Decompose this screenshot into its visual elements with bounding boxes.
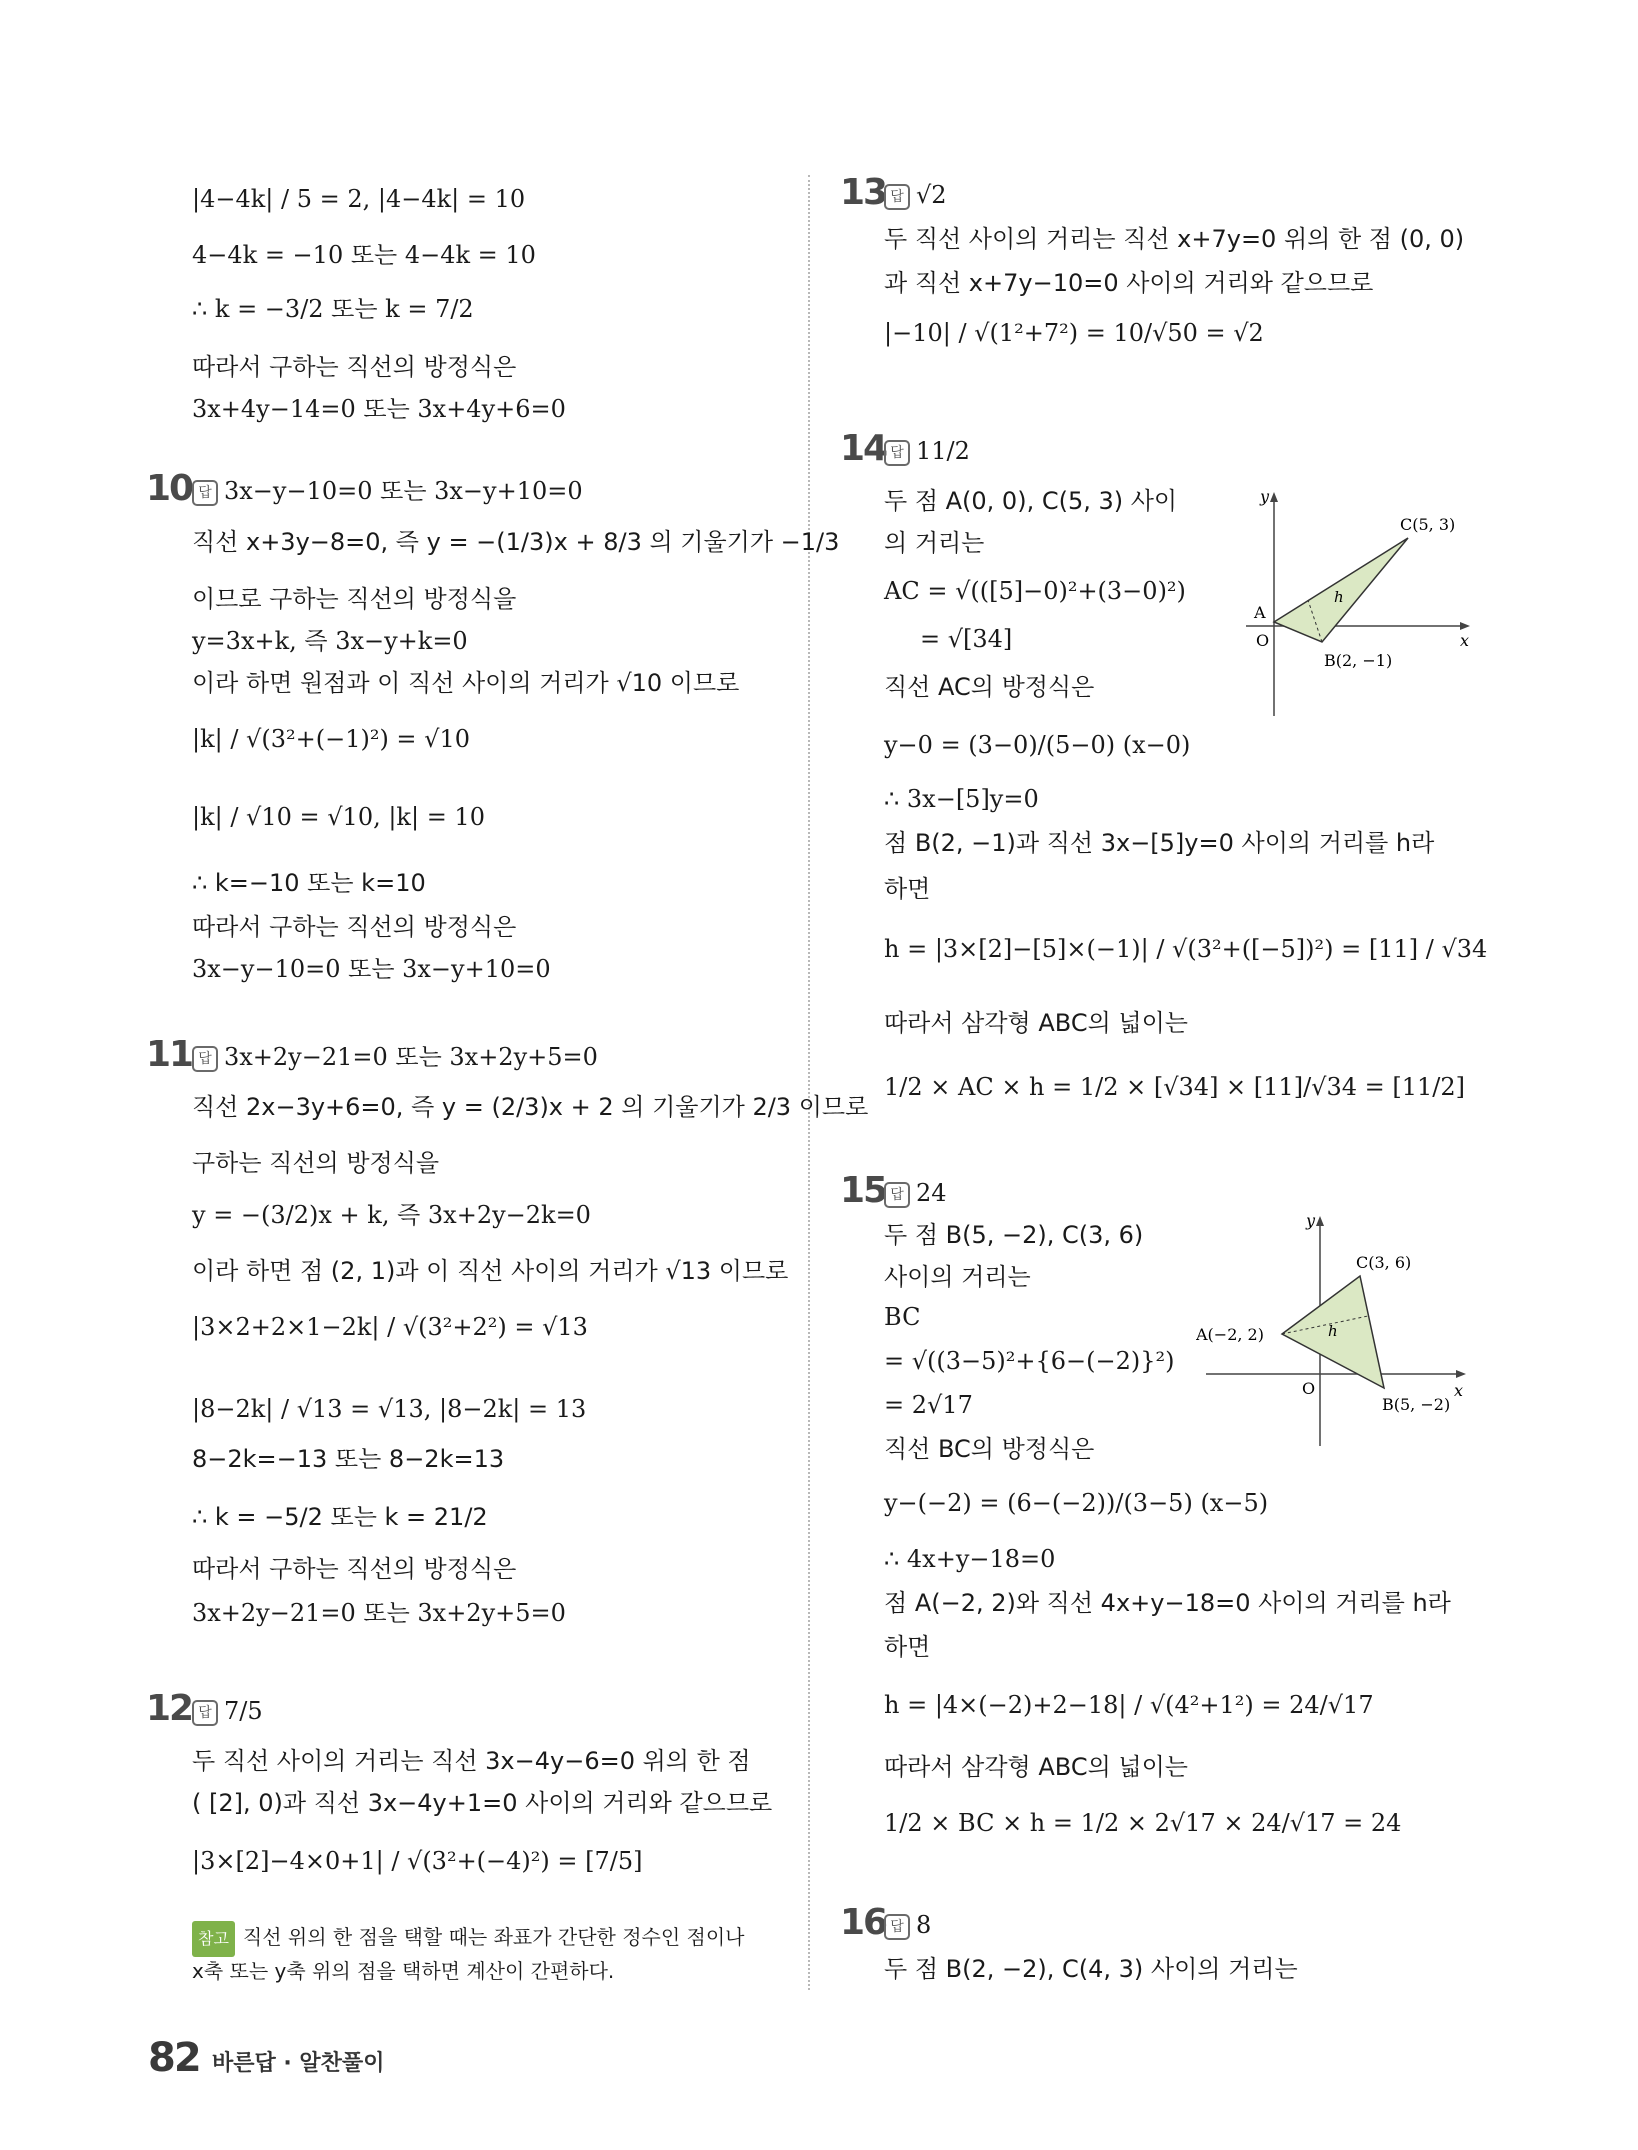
solution-line: 이라 하면 점 (2, 1)과 이 직선 사이의 거리가 √13 이므로 xyxy=(192,1257,789,1285)
solution-line: 따라서 구하는 직선의 방정식은 xyxy=(192,353,517,381)
solution-line: 3x−y−10=0 또는 3x−y+10=0 xyxy=(192,955,551,983)
problem-number: 12 xyxy=(146,1688,193,1729)
solution-line: 이라 하면 원점과 이 직선 사이의 거리가 √10 이므로 xyxy=(192,669,740,697)
answer-line xyxy=(192,1694,263,1728)
solution-line: 따라서 삼각형 ABC의 넓이는 xyxy=(884,1009,1188,1037)
h-label: h xyxy=(1328,1322,1338,1340)
solution-line: 구하는 직선의 방정식을 xyxy=(192,1149,440,1177)
solution-line: |−10| / √(1²+7²) = 10/√50 = √2 xyxy=(884,319,1264,347)
solution-line: 따라서 삼각형 ABC의 넓이는 xyxy=(884,1753,1188,1781)
solution-line: |8−2k| / √13 = √13, |8−2k| = 13 xyxy=(192,1395,587,1423)
answer-text: 24 xyxy=(916,1179,947,1207)
problem-number: 14 xyxy=(840,428,887,469)
solution-line: = 2√17 xyxy=(884,1391,973,1419)
answer-icon: 답 xyxy=(884,184,910,210)
note-line xyxy=(192,1920,745,1957)
solution-line: 두 점 B(2, −2), C(4, 3) 사이의 거리는 xyxy=(884,1955,1298,1983)
problem-number: 13 xyxy=(840,172,887,213)
solution-line: |4−4k| / 5 = 2, |4−4k| = 10 xyxy=(192,185,526,213)
solution-line: |k| / √10 = √10, |k| = 10 xyxy=(192,803,485,831)
solution-line: ∴ 3x−[5]y=0 xyxy=(884,785,1039,813)
y-axis-arrow xyxy=(1270,492,1278,502)
solution-line: 직선 2x−3y+6=0, 즉 y = (2/3)x + 2 의 기울기가 2/3 이므로 xyxy=(192,1093,869,1121)
solution-line: 4−4k = −10 또는 4−4k = 10 xyxy=(192,241,536,269)
solution-line: 두 직선 사이의 거리는 직선 3x−4y−6=0 위의 한 점 xyxy=(192,1747,751,1775)
answer-text: 8 xyxy=(916,1911,932,1939)
solution-line: ∴ k = −5/2 또는 k = 21/2 xyxy=(192,1503,488,1531)
solution-line: 따라서 구하는 직선의 방정식은 xyxy=(192,1555,517,1583)
solution-line: 이므로 구하는 직선의 방정식을 xyxy=(192,585,517,613)
solution-line: BC xyxy=(884,1303,921,1331)
problem-number: 11 xyxy=(146,1034,193,1075)
answer-text: 3x−y−10=0 또는 3x−y+10=0 xyxy=(224,477,583,505)
answer-line xyxy=(884,1908,931,1942)
solution-line: 3x+2y−21=0 또는 3x+2y+5=0 xyxy=(192,1599,566,1627)
solution-line: ∴ k = −3/2 또는 k = 7/2 xyxy=(192,295,474,323)
answer-text: 7/5 xyxy=(224,1697,263,1725)
note-line: x축 또는 y축 위의 점을 택하면 계산이 간편하다. xyxy=(192,1959,615,1983)
solution-line: y−0 = (3−0)/(5−0) (x−0) xyxy=(884,731,1191,759)
y-axis-arrow xyxy=(1316,1216,1324,1226)
solution-line: 1/2 × BC × h = 1/2 × 2√17 × 24/√17 = 24 xyxy=(884,1809,1402,1837)
solution-line: 3x+4y−14=0 또는 3x+4y+6=0 xyxy=(192,395,566,423)
solution-line: |3×[2]−4×0+1| / √(3²+(−4)²) = [7/5] xyxy=(192,1847,643,1875)
solution-line: 점 B(2, −1)과 직선 3x−[5]y=0 사이의 거리를 h라 xyxy=(884,829,1435,857)
solution-line: AC = √(([5]−0)²+(3−0)²) xyxy=(884,577,1186,605)
solution-line: 1/2 × AC × h = 1/2 × [√34] × [11]/√34 = [11/2] xyxy=(884,1073,1465,1101)
solution-line: y−(−2) = (6−(−2))/(3−5) (x−5) xyxy=(884,1489,1269,1517)
answer-line xyxy=(884,434,970,468)
solution-line: = √[34] xyxy=(920,625,1013,653)
solution-line: 8−2k=−13 또는 8−2k=13 xyxy=(192,1445,505,1473)
answer-line xyxy=(192,1040,598,1074)
solution-line: 점 A(−2, 2)와 직선 4x+y−18=0 사이의 거리를 h라 xyxy=(884,1589,1451,1617)
solution-line: |k| / √(3²+(−1)²) = √10 xyxy=(192,725,471,753)
problem-number: 15 xyxy=(840,1170,887,1211)
answer-icon: 답 xyxy=(192,1700,218,1726)
answer-text: 11/2 xyxy=(916,437,970,465)
problem-number: 16 xyxy=(840,1902,887,1943)
triangle-figure-14 xyxy=(1238,488,1478,720)
answer-icon: 답 xyxy=(884,440,910,466)
x-axis-arrow xyxy=(1460,622,1470,630)
x-label: x xyxy=(1460,631,1470,650)
point-a-label: A xyxy=(1254,603,1266,622)
solution-line: 두 점 A(0, 0), C(5, 3) 사이 xyxy=(884,487,1178,515)
point-c-label: C(3, 6) xyxy=(1356,1253,1412,1272)
solution-line: 두 직선 사이의 거리는 직선 x+7y=0 위의 한 점 (0, 0) xyxy=(884,225,1465,253)
solution-line: h = |4×(−2)+2−18| / √(4²+1²) = 24/√17 xyxy=(884,1691,1374,1719)
point-b-label: B(5, −2) xyxy=(1382,1395,1451,1414)
column-divider xyxy=(808,175,810,1990)
page-title: 바른답 · 알찬풀이 xyxy=(212,2051,385,2076)
solution-line: 하면 xyxy=(884,875,931,903)
point-b-label: B(2, −1) xyxy=(1324,651,1393,670)
origin-label: O xyxy=(1256,631,1270,650)
solution-line: y=3x+k, 즉 3x−y+k=0 xyxy=(192,627,468,655)
page-number: 82 xyxy=(148,2035,200,2081)
solution-line: 과 직선 x+7y−10=0 사이의 거리와 같으므로 xyxy=(884,269,1374,297)
solution-line: 두 점 B(5, −2), C(3, 6) xyxy=(884,1221,1144,1249)
solution-line: |3×2+2×1−2k| / √(3²+2²) = √13 xyxy=(192,1313,588,1341)
solution-line: 직선 AC의 방정식은 xyxy=(884,673,1095,701)
y-label: y xyxy=(1260,488,1270,506)
answer-text: √2 xyxy=(916,181,947,209)
answer-icon: 답 xyxy=(192,1046,218,1072)
answer-text: 3x+2y−21=0 또는 3x+2y+5=0 xyxy=(224,1043,598,1071)
solution-line: ∴ 4x+y−18=0 xyxy=(884,1545,1056,1573)
answer-icon: 답 xyxy=(884,1914,910,1940)
solution-line: 의 거리는 xyxy=(884,529,985,557)
solution-line: 직선 x+3y−8=0, 즉 y = −(1/3)x + 8/3 의 기울기가 −1/3 xyxy=(192,528,840,556)
answer-line xyxy=(884,1176,947,1210)
origin-label: O xyxy=(1302,1379,1316,1398)
solution-line: 하면 xyxy=(884,1633,931,1661)
point-a-label: A(−2, 2) xyxy=(1196,1325,1264,1344)
solution-line: 따라서 구하는 직선의 방정식은 xyxy=(192,913,517,941)
triangle-figure-15 xyxy=(1196,1210,1478,1450)
y-label: y xyxy=(1306,1211,1316,1230)
x-axis-arrow xyxy=(1456,1370,1466,1378)
answer-line xyxy=(192,474,583,508)
solution-line: = √((3−5)²+{6−(−2)}²) xyxy=(884,1347,1175,1375)
problem-number: 10 xyxy=(146,468,193,509)
answer-icon: 답 xyxy=(192,480,218,506)
answer-line xyxy=(884,178,947,212)
x-label: x xyxy=(1454,1381,1464,1400)
note-badge: 참고 xyxy=(192,1921,235,1957)
answer-icon: 답 xyxy=(884,1182,910,1208)
h-label: h xyxy=(1334,588,1344,606)
solution-line: ( [2], 0)과 직선 3x−4y+1=0 사이의 거리와 같으므로 xyxy=(192,1789,773,1817)
solution-line: 사이의 거리는 xyxy=(884,1263,1031,1291)
solution-line: ∴ k=−10 또는 k=10 xyxy=(192,869,426,897)
point-c-label: C(5, 3) xyxy=(1400,515,1456,534)
solution-line: y = −(3/2)x + k, 즉 3x+2y−2k=0 xyxy=(192,1201,591,1229)
solution-line: h = |3×[2]−[5]×(−1)| / √(3²+([−5])²) = [11] / √34 xyxy=(884,935,1488,963)
note-text: 직선 위의 한 점을 택할 때는 좌표가 간단한 정수인 점이나 xyxy=(242,1925,745,1949)
solution-line: 직선 BC의 방정식은 xyxy=(884,1435,1095,1463)
